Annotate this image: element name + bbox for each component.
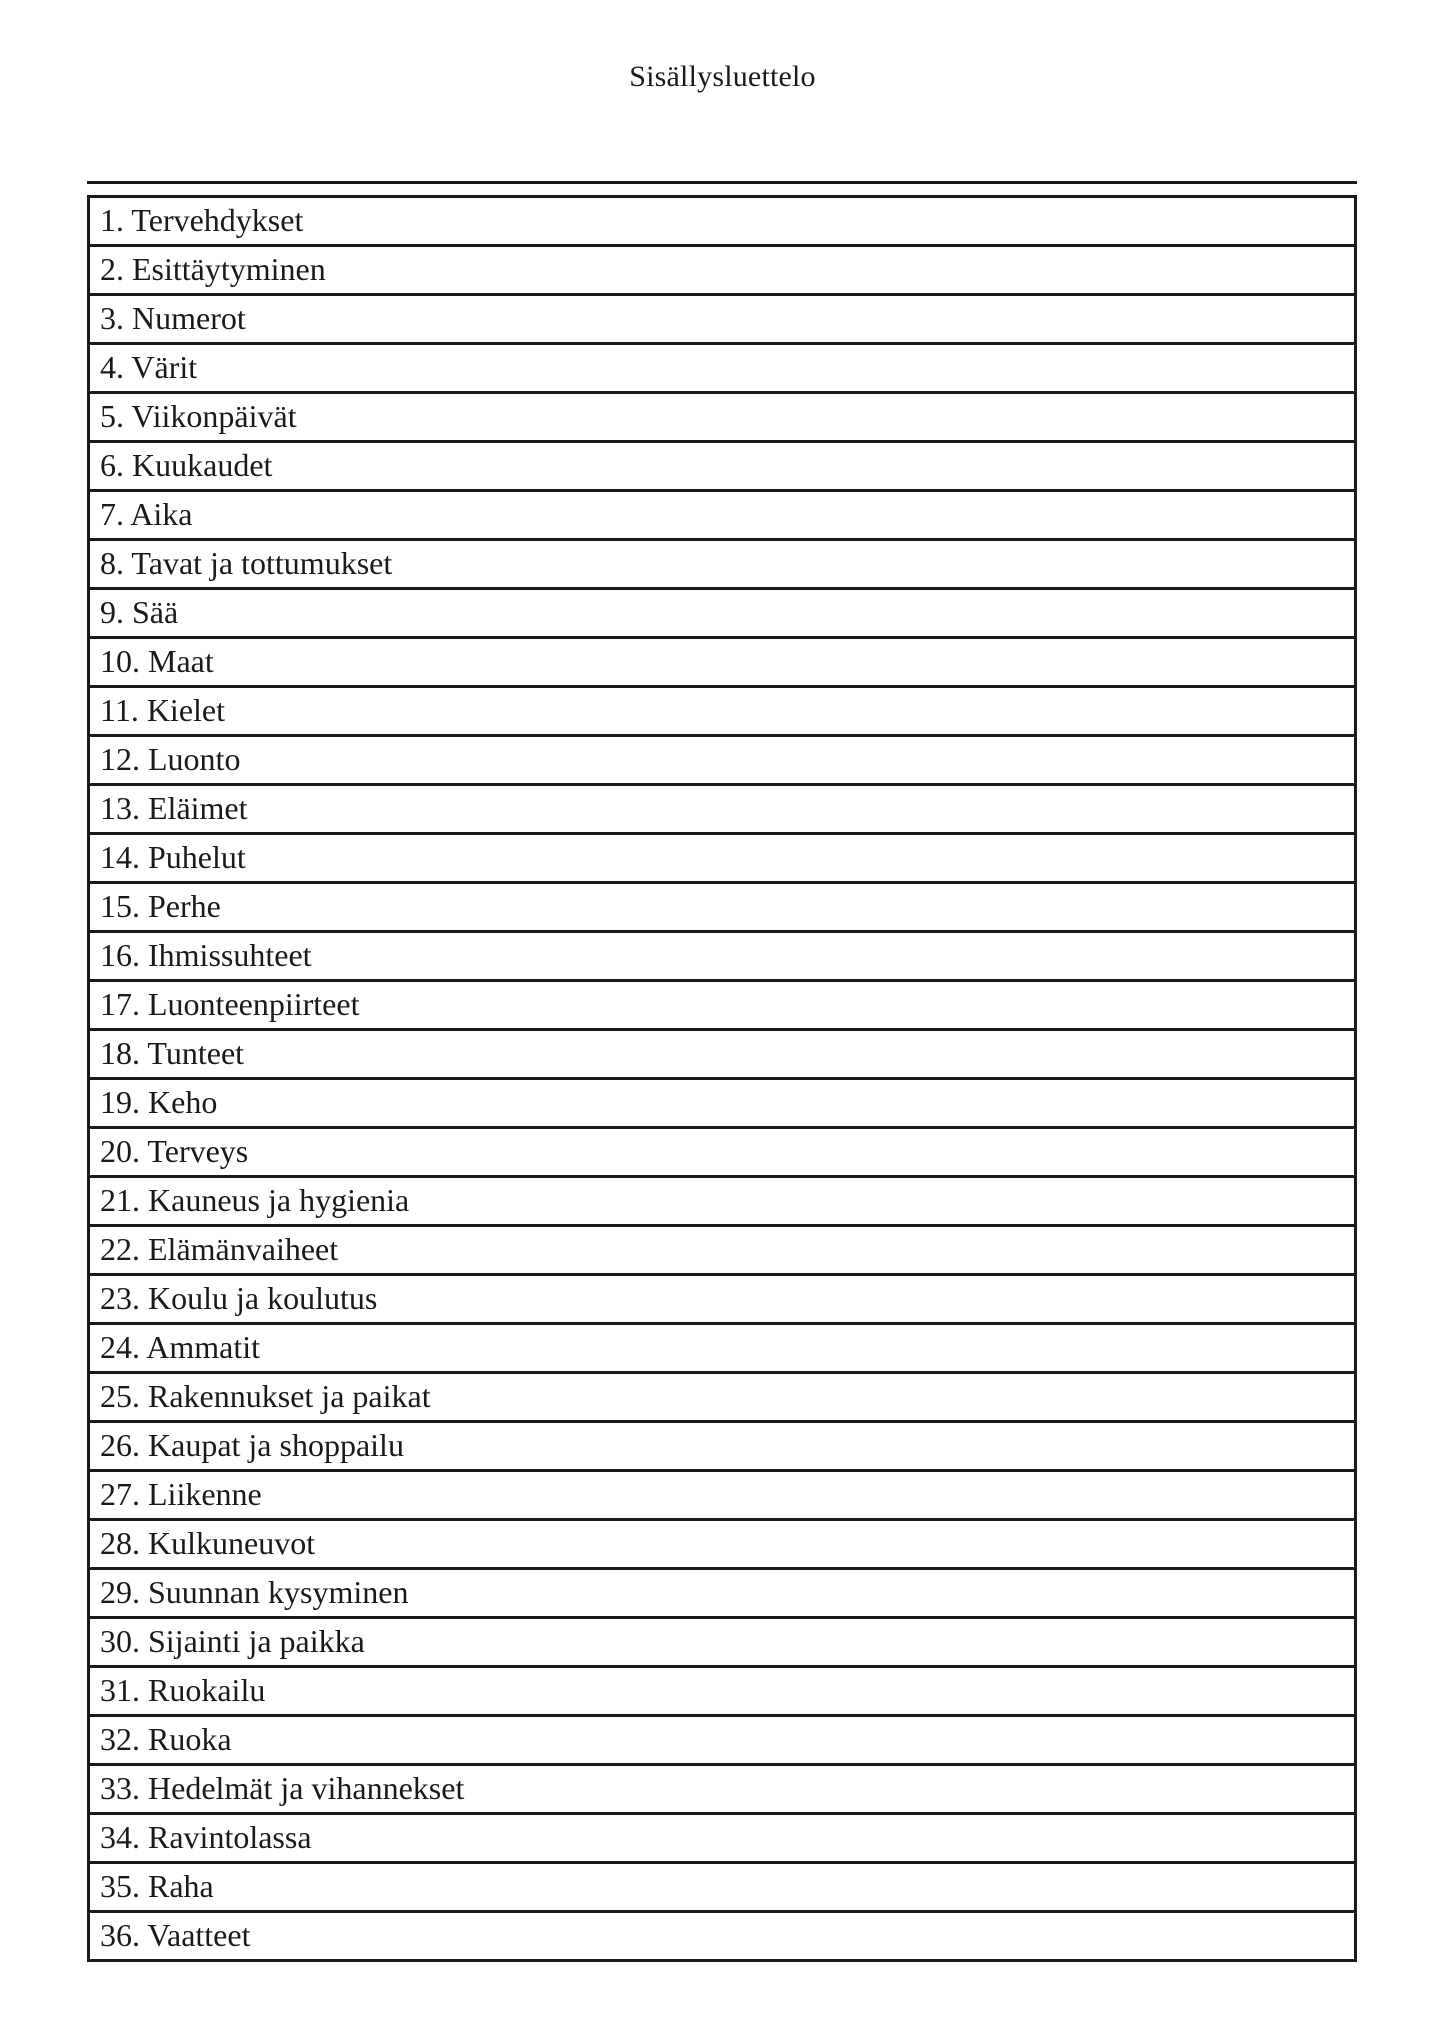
- toc-row: [89, 883, 1356, 932]
- toc-row: [89, 638, 1356, 687]
- toc-item-label: 17. Luonteenpiirteet: [89, 981, 1356, 1030]
- toc-item-label: 31. Ruokailu: [89, 1667, 1356, 1716]
- toc-row: [89, 1912, 1356, 1961]
- toc-row: [89, 1569, 1356, 1618]
- toc-item-label: 15. Perhe: [89, 883, 1356, 932]
- toc-table: [87, 195, 1357, 1962]
- toc-item-label: 35. Raha: [89, 1863, 1356, 1912]
- toc-row: [89, 1765, 1356, 1814]
- toc-row: [89, 981, 1356, 1030]
- toc-item-label: 10. Maat: [89, 638, 1356, 687]
- toc-row: [89, 1373, 1356, 1422]
- toc-item-label: 33. Hedelmät ja vihannekset: [89, 1765, 1356, 1814]
- toc-item-label: 7. Aika: [89, 491, 1356, 540]
- toc-item-label: 32. Ruoka: [89, 1716, 1356, 1765]
- toc-item-label: 12. Luonto: [89, 736, 1356, 785]
- toc-item-label: 1. Tervehdykset: [89, 197, 1356, 246]
- toc-row: [89, 295, 1356, 344]
- toc-item-label: 34. Ravintolassa: [89, 1814, 1356, 1863]
- toc-item-label: 5. Viikonpäivät: [89, 393, 1356, 442]
- toc-item-label: 24. Ammatit: [89, 1324, 1356, 1373]
- toc-item-label: 36. Vaatteet: [89, 1912, 1356, 1961]
- toc-item-label: 14. Puhelut: [89, 834, 1356, 883]
- toc-row: [89, 834, 1356, 883]
- toc-row: [89, 393, 1356, 442]
- toc-item-label: 21. Kauneus ja hygienia: [89, 1177, 1356, 1226]
- toc-row: [89, 1226, 1356, 1275]
- toc-item-label: 20. Terveys: [89, 1128, 1356, 1177]
- toc-item-label: 11. Kielet: [89, 687, 1356, 736]
- toc-item-label: 22. Elämänvaiheet: [89, 1226, 1356, 1275]
- toc-item-label: 26. Kaupat ja shoppailu: [89, 1422, 1356, 1471]
- toc-row: [89, 1128, 1356, 1177]
- toc-row: [89, 1667, 1356, 1716]
- toc-item-label: 3. Numerot: [89, 295, 1356, 344]
- toc-row: [89, 1422, 1356, 1471]
- toc-row: [89, 932, 1356, 981]
- toc-item-label: 28. Kulkuneuvot: [89, 1520, 1356, 1569]
- toc-item-label: 23. Koulu ja koulutus: [89, 1275, 1356, 1324]
- toc-item-label: 4. Värit: [89, 344, 1356, 393]
- toc-row: [89, 1275, 1356, 1324]
- toc-row: [89, 589, 1356, 638]
- toc-body: [89, 197, 1356, 1961]
- toc-row: [89, 1520, 1356, 1569]
- toc-row: [89, 1030, 1356, 1079]
- toc-row: [89, 1814, 1356, 1863]
- table-top-rule: [87, 181, 1357, 184]
- toc-row: [89, 442, 1356, 491]
- toc-item-label: 6. Kuukaudet: [89, 442, 1356, 491]
- toc-item-label: 18. Tunteet: [89, 1030, 1356, 1079]
- toc-row: [89, 1716, 1356, 1765]
- toc-row: [89, 246, 1356, 295]
- toc-item-label: 29. Suunnan kysyminen: [89, 1569, 1356, 1618]
- toc-item-label: 30. Sijainti ja paikka: [89, 1618, 1356, 1667]
- toc-row: [89, 197, 1356, 246]
- toc-row: [89, 540, 1356, 589]
- toc-row: [89, 1079, 1356, 1128]
- toc-item-label: 27. Liikenne: [89, 1471, 1356, 1520]
- toc-item-label: 2. Esittäytyminen: [89, 246, 1356, 295]
- toc-item-label: 13. Eläimet: [89, 785, 1356, 834]
- toc-row: [89, 1177, 1356, 1226]
- toc-row: [89, 1863, 1356, 1912]
- toc-item-label: 25. Rakennukset ja paikat: [89, 1373, 1356, 1422]
- toc-row: [89, 1471, 1356, 1520]
- toc-row: [89, 1618, 1356, 1667]
- toc-row: [89, 687, 1356, 736]
- toc-item-label: 16. Ihmissuhteet: [89, 932, 1356, 981]
- toc-row: [89, 1324, 1356, 1373]
- page-title: Sisällysluettelo: [629, 60, 816, 93]
- toc-row: [89, 736, 1356, 785]
- toc-row: [89, 491, 1356, 540]
- toc-row: [89, 344, 1356, 393]
- toc-item-label: 19. Keho: [89, 1079, 1356, 1128]
- toc-row: [89, 785, 1356, 834]
- toc-item-label: 9. Sää: [89, 589, 1356, 638]
- toc-item-label: 8. Tavat ja tottumukset: [89, 540, 1356, 589]
